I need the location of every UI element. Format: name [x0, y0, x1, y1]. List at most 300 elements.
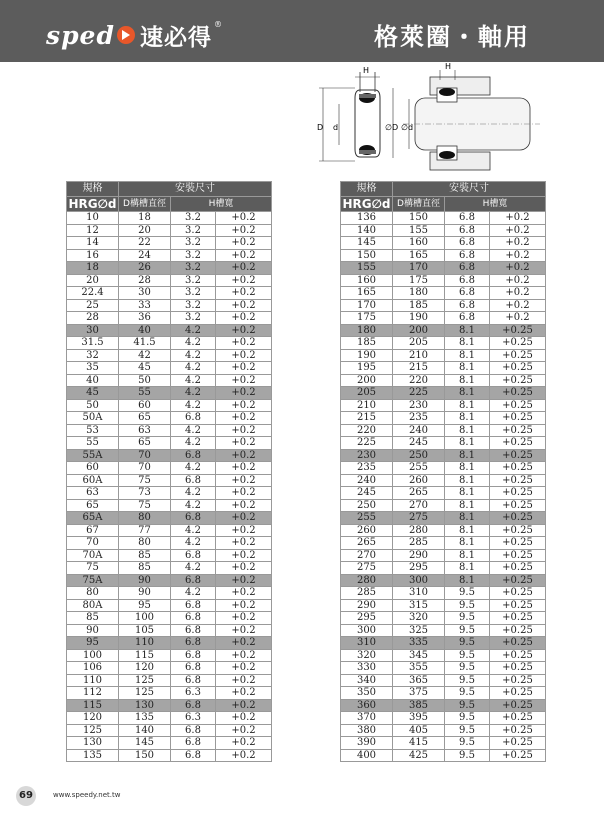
table-cell: 65: [67, 499, 119, 512]
table-cell: +0.2: [216, 499, 272, 512]
table-cell: +0.2: [490, 212, 546, 225]
table-cell: 255: [393, 462, 445, 475]
table-cell: 220: [341, 424, 393, 437]
table-row: [67, 649, 272, 662]
table-cell: 170: [341, 299, 393, 312]
table-cell: 165: [393, 249, 445, 262]
table-row: [67, 437, 272, 450]
table-cell: 30: [119, 287, 171, 300]
table-cell: 70: [119, 462, 171, 475]
table-cell: 41.5: [119, 337, 171, 350]
table-row: [67, 612, 272, 625]
table-cell: +0.2: [490, 287, 546, 300]
table-cell: 70: [119, 449, 171, 462]
table-cell: 63: [119, 424, 171, 437]
table-cell: 320: [341, 649, 393, 662]
table-row: [67, 662, 272, 675]
table-cell: 25: [67, 299, 119, 312]
table-cell: 10: [67, 212, 119, 225]
table-row: [341, 687, 546, 700]
table-cell: 210: [341, 399, 393, 412]
table-cell: 6.8: [171, 549, 216, 562]
table-cell: 50A: [67, 412, 119, 425]
table-cell: 130: [119, 699, 171, 712]
website-url[interactable]: www.speedy.net.tw: [53, 791, 121, 799]
table-cell: +0.2: [216, 537, 272, 550]
table-cell: 260: [393, 474, 445, 487]
table-cell: 65A: [67, 512, 119, 525]
table-cell: 8.1: [445, 349, 490, 362]
table-cell: 100: [67, 649, 119, 662]
table-cell: +0.2: [216, 637, 272, 650]
table-cell: 4.2: [171, 524, 216, 537]
table-cell: 24: [119, 249, 171, 262]
d-col-header: D構槽直徑: [119, 197, 171, 212]
table-row: [341, 449, 546, 462]
table-cell: 250: [393, 449, 445, 462]
table-cell: +0.2: [216, 699, 272, 712]
table-cell: 100: [119, 612, 171, 625]
table-cell: 220: [393, 374, 445, 387]
table-cell: +0.25: [490, 449, 546, 462]
table-cell: +0.2: [216, 212, 272, 225]
table-cell: 225: [393, 387, 445, 400]
table-cell: 9.5: [445, 637, 490, 650]
table-cell: 155: [393, 224, 445, 237]
table-cell: 70A: [67, 549, 119, 562]
table-cell: +0.25: [490, 349, 546, 362]
table-cell: 8.1: [445, 362, 490, 375]
table-cell: +0.25: [490, 599, 546, 612]
table-cell: 26: [119, 262, 171, 275]
table-cell: 6.8: [445, 249, 490, 262]
table-row: [67, 324, 272, 337]
hrg-header: HRG∅d: [342, 197, 391, 211]
table-cell: 6.8: [445, 262, 490, 275]
table-cell: 8.1: [445, 449, 490, 462]
table-row: [341, 674, 546, 687]
table-cell: 110: [67, 674, 119, 687]
table-cell: 4.2: [171, 562, 216, 575]
table-cell: +0.2: [490, 249, 546, 262]
table-cell: 80A: [67, 599, 119, 612]
table-cell: 370: [341, 712, 393, 725]
spec-header: 規格: [341, 182, 393, 197]
table-row: [341, 624, 546, 637]
table-cell: +0.2: [490, 274, 546, 287]
table-row: [67, 274, 272, 287]
table-cell: 80: [119, 512, 171, 525]
table-row: [341, 299, 546, 312]
table-cell: 3.2: [171, 237, 216, 250]
table-cell: 175: [393, 274, 445, 287]
table-cell: 6.8: [171, 574, 216, 587]
table-cell: 6.3: [171, 712, 216, 725]
table-row: [341, 724, 546, 737]
table-cell: 300: [341, 624, 393, 637]
table-cell: 145: [341, 237, 393, 250]
h-col-header: H槽寬: [445, 197, 546, 212]
table-cell: 200: [393, 324, 445, 337]
table-row: [67, 362, 272, 375]
table-cell: 240: [341, 474, 393, 487]
table-cell: 350: [341, 687, 393, 700]
table-cell: 112: [67, 687, 119, 700]
table-cell: 115: [119, 649, 171, 662]
table-cell: 265: [393, 487, 445, 500]
table-cell: +0.2: [216, 624, 272, 637]
table-cell: 295: [341, 612, 393, 625]
table-cell: 230: [341, 449, 393, 462]
table-row: [341, 637, 546, 650]
table-cell: 235: [393, 412, 445, 425]
table-cell: 400: [341, 749, 393, 762]
table-cell: 3.2: [171, 224, 216, 237]
table-row: [67, 474, 272, 487]
table-cell: 8.1: [445, 437, 490, 450]
table-row: [67, 449, 272, 462]
table-row: [67, 749, 272, 762]
label-h: H: [363, 66, 370, 75]
table-cell: 33: [119, 299, 171, 312]
table-cell: 9.5: [445, 599, 490, 612]
table-cell: 240: [393, 424, 445, 437]
table-cell: 255: [341, 512, 393, 525]
table-row: [67, 549, 272, 562]
table-cell: 205: [341, 387, 393, 400]
table-row: [341, 562, 546, 575]
spec-table-left: [66, 181, 272, 762]
table-cell: 315: [393, 599, 445, 612]
table-cell: 45: [67, 387, 119, 400]
table-cell: 130: [67, 737, 119, 750]
table-row: [341, 462, 546, 475]
table-row: [341, 499, 546, 512]
spec-header: 規格: [67, 182, 119, 197]
table-cell: 3.2: [171, 312, 216, 325]
table-cell: +0.2: [216, 412, 272, 425]
table-row: [341, 712, 546, 725]
table-cell: 110: [119, 637, 171, 650]
table-cell: 385: [393, 699, 445, 712]
table-row: [67, 512, 272, 525]
table-cell: 345: [393, 649, 445, 662]
table-cell: +0.25: [490, 649, 546, 662]
table-cell: 6.8: [171, 699, 216, 712]
table-cell: 245: [393, 437, 445, 450]
table-cell: 9.5: [445, 674, 490, 687]
table-cell: 235: [341, 462, 393, 475]
table-row: [341, 737, 546, 750]
table-cell: +0.2: [490, 224, 546, 237]
table-cell: 9.5: [445, 699, 490, 712]
table-cell: 20: [67, 274, 119, 287]
table-cell: 8.1: [445, 337, 490, 350]
table-cell: +0.2: [216, 224, 272, 237]
label-D: D: [317, 123, 324, 132]
logo-arrow-icon: [117, 26, 135, 44]
table-cell: 9.5: [445, 737, 490, 750]
table-cell: 4.2: [171, 374, 216, 387]
table-cell: 8.1: [445, 549, 490, 562]
table-cell: 285: [341, 587, 393, 600]
table-cell: +0.2: [216, 424, 272, 437]
table-cell: +0.25: [490, 637, 546, 650]
table-cell: 4.2: [171, 324, 216, 337]
table-cell: 150: [119, 749, 171, 762]
table-row: [67, 412, 272, 425]
table-cell: 135: [119, 712, 171, 725]
table-cell: 230: [393, 399, 445, 412]
table-row: [341, 524, 546, 537]
table-cell: 8.1: [445, 462, 490, 475]
table-cell: 65: [119, 412, 171, 425]
table-cell: 425: [393, 749, 445, 762]
table-row: [67, 737, 272, 750]
table-row: [67, 237, 272, 250]
table-cell: 3.2: [171, 287, 216, 300]
table-cell: +0.25: [490, 399, 546, 412]
table-cell: 105: [119, 624, 171, 637]
table-cell: 275: [341, 562, 393, 575]
table-cell: +0.25: [490, 387, 546, 400]
table-row: [341, 474, 546, 487]
table-row: [67, 337, 272, 350]
table-cell: 16: [67, 249, 119, 262]
table-cell: 205: [393, 337, 445, 350]
table-row: [341, 412, 546, 425]
table-cell: +0.25: [490, 562, 546, 575]
table-row: [67, 537, 272, 550]
table-cell: +0.25: [490, 587, 546, 600]
table-cell: 4.2: [171, 487, 216, 500]
table-cell: 125: [119, 674, 171, 687]
table-row: [67, 674, 272, 687]
table-cell: 40: [119, 324, 171, 337]
table-cell: 9.5: [445, 712, 490, 725]
table-cell: 210: [393, 349, 445, 362]
table-cell: 3.2: [171, 262, 216, 275]
table-cell: 63: [67, 487, 119, 500]
table-cell: 6.8: [445, 312, 490, 325]
table-cell: 215: [393, 362, 445, 375]
table-cell: 95: [119, 599, 171, 612]
table-cell: +0.25: [490, 674, 546, 687]
table-cell: 80: [119, 537, 171, 550]
spec-table-right: [340, 181, 546, 762]
table-cell: 31.5: [67, 337, 119, 350]
table-row: [67, 299, 272, 312]
table-row: [67, 499, 272, 512]
table-cell: +0.2: [216, 362, 272, 375]
table-cell: 6.8: [445, 224, 490, 237]
table-cell: 4.2: [171, 362, 216, 375]
table-cell: +0.25: [490, 374, 546, 387]
table-row: [341, 612, 546, 625]
table-cell: +0.25: [490, 687, 546, 700]
table-cell: 55: [67, 437, 119, 450]
table-cell: +0.2: [216, 262, 272, 275]
table-cell: +0.2: [490, 262, 546, 275]
table-cell: 8.1: [445, 387, 490, 400]
table-cell: 300: [393, 574, 445, 587]
table-cell: +0.2: [216, 674, 272, 687]
table-cell: +0.2: [216, 462, 272, 475]
table-cell: 160: [341, 274, 393, 287]
install-header: 安裝尺寸: [393, 182, 546, 197]
table-cell: 73: [119, 487, 171, 500]
label-h2: H: [445, 62, 452, 71]
table-cell: +0.2: [216, 712, 272, 725]
table-row: [341, 387, 546, 400]
table-cell: +0.2: [216, 749, 272, 762]
table-cell: +0.2: [216, 237, 272, 250]
table-cell: +0.25: [490, 437, 546, 450]
table-cell: 150: [341, 249, 393, 262]
table-cell: +0.2: [216, 249, 272, 262]
logo-en: sped: [46, 20, 115, 50]
table-cell: 6.8: [171, 749, 216, 762]
table-row: [67, 524, 272, 537]
table-cell: 4.2: [171, 437, 216, 450]
table-cell: +0.25: [490, 624, 546, 637]
table-row: [341, 587, 546, 600]
table-cell: 30: [67, 324, 119, 337]
table-cell: +0.2: [216, 437, 272, 450]
table-cell: +0.25: [490, 524, 546, 537]
table-row: [341, 312, 546, 325]
table-cell: +0.25: [490, 699, 546, 712]
table-cell: 53: [67, 424, 119, 437]
table-row: [341, 649, 546, 662]
table-cell: 8.1: [445, 574, 490, 587]
table-cell: +0.25: [490, 474, 546, 487]
table-cell: 55A: [67, 449, 119, 462]
table-cell: 8.1: [445, 524, 490, 537]
table-row: [67, 712, 272, 725]
table-row: [341, 424, 546, 437]
table-row: [67, 374, 272, 387]
table-row: [341, 512, 546, 525]
table-cell: 136: [341, 212, 393, 225]
table-cell: 275: [393, 512, 445, 525]
table-cell: 9.5: [445, 662, 490, 675]
table-row: [67, 574, 272, 587]
table-cell: 6.8: [445, 274, 490, 287]
table-cell: 20: [119, 224, 171, 237]
table-cell: 270: [341, 549, 393, 562]
table-cell: 6.8: [171, 662, 216, 675]
table-row: [341, 549, 546, 562]
table-cell: 9.5: [445, 612, 490, 625]
table-cell: 140: [119, 724, 171, 737]
table-cell: 75: [119, 499, 171, 512]
table-cell: 60: [119, 399, 171, 412]
table-cell: +0.2: [216, 312, 272, 325]
table-cell: 18: [119, 212, 171, 225]
logo-cn: 速必得: [139, 23, 212, 51]
table-cell: 365: [393, 674, 445, 687]
table-cell: 150: [393, 212, 445, 225]
table-cell: 200: [341, 374, 393, 387]
table-cell: 77: [119, 524, 171, 537]
table-cell: 6.8: [171, 674, 216, 687]
table-row: [341, 662, 546, 675]
table-row: [67, 287, 272, 300]
table-cell: +0.2: [216, 737, 272, 750]
table-cell: 4.2: [171, 587, 216, 600]
table-cell: 8.1: [445, 562, 490, 575]
table-cell: 8.1: [445, 399, 490, 412]
d-col-header: D構槽直徑: [393, 197, 445, 212]
table-cell: 4.2: [171, 387, 216, 400]
table-cell: +0.2: [216, 399, 272, 412]
table-cell: 28: [119, 274, 171, 287]
table-cell: 360: [341, 699, 393, 712]
table-cell: 175: [341, 312, 393, 325]
table-cell: 6.8: [171, 474, 216, 487]
table-cell: 265: [341, 537, 393, 550]
table-cell: 9.5: [445, 624, 490, 637]
table-cell: 6.8: [445, 212, 490, 225]
table-cell: +0.2: [216, 587, 272, 600]
table-cell: 6.8: [171, 599, 216, 612]
table-cell: 6.8: [445, 237, 490, 250]
table-cell: 6.8: [171, 412, 216, 425]
table-cell: +0.2: [216, 662, 272, 675]
table-cell: 125: [119, 687, 171, 700]
table-cell: 320: [393, 612, 445, 625]
table-cell: 340: [341, 674, 393, 687]
table-cell: 67: [67, 524, 119, 537]
table-cell: +0.25: [490, 487, 546, 500]
table-row: [67, 699, 272, 712]
table-cell: +0.2: [216, 349, 272, 362]
page-number: 69: [16, 786, 36, 806]
table-cell: 245: [341, 487, 393, 500]
brand-logo: [46, 20, 222, 50]
table-row: [67, 487, 272, 500]
table-cell: 285: [393, 537, 445, 550]
table-cell: 4.2: [171, 537, 216, 550]
table-cell: 290: [341, 599, 393, 612]
table-cell: 270: [393, 499, 445, 512]
table-cell: 165: [341, 287, 393, 300]
table-cell: 90: [67, 624, 119, 637]
table-cell: +0.2: [216, 337, 272, 350]
table-row: [341, 337, 546, 350]
table-cell: 125: [67, 724, 119, 737]
table-cell: +0.25: [490, 462, 546, 475]
seal-diagram: [305, 58, 545, 173]
table-row: [341, 324, 546, 337]
table-cell: 8.1: [445, 499, 490, 512]
table-row: [67, 462, 272, 475]
table-cell: 8.1: [445, 512, 490, 525]
table-cell: +0.2: [216, 649, 272, 662]
table-cell: 310: [393, 587, 445, 600]
table-cell: 70: [67, 537, 119, 550]
table-cell: 6.3: [171, 687, 216, 700]
table-cell: 250: [341, 499, 393, 512]
table-cell: 170: [393, 262, 445, 275]
table-row: [341, 399, 546, 412]
table-cell: +0.2: [216, 387, 272, 400]
table-cell: 65: [119, 437, 171, 450]
table-row: [67, 562, 272, 575]
table-cell: 95: [67, 637, 119, 650]
table-row: [341, 249, 546, 262]
